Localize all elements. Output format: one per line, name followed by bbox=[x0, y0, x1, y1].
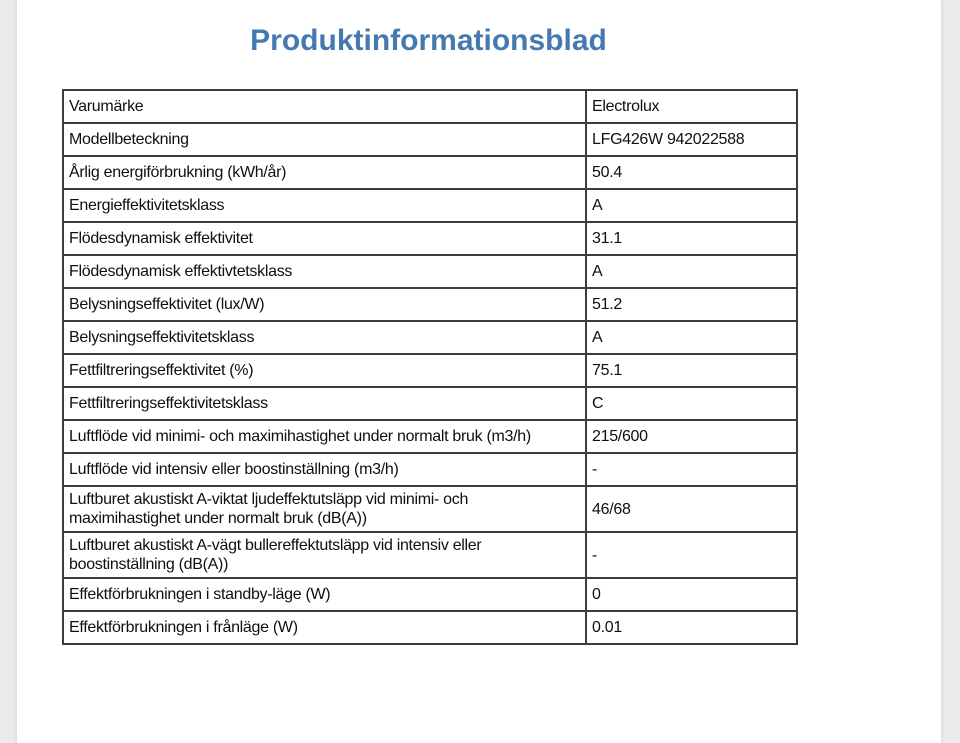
spec-label-cell: Fettfiltreringseffektivitet (%) bbox=[63, 354, 586, 387]
spec-value-cell: 75.1 bbox=[586, 354, 797, 387]
spec-value-cell: C bbox=[586, 387, 797, 420]
spec-value-cell: 51.2 bbox=[586, 288, 797, 321]
spec-label-cell: Modellbeteckning bbox=[63, 123, 586, 156]
page-title: Produktinformationsblad bbox=[250, 24, 607, 57]
spec-label-cell: Flödesdynamisk effektivitet bbox=[63, 222, 586, 255]
document-content bbox=[62, 0, 795, 645]
spec-label-cell: Luftburet akustiskt A-vägt bullereffektutsläpp vid intensiv eller boostinställning (dB(A)) bbox=[63, 532, 586, 578]
spec-label-cell: Belysningseffektivitet (lux/W) bbox=[63, 288, 586, 321]
spec-label-cell: Effektförbrukningen i standby-läge (W) bbox=[63, 578, 586, 611]
table-row bbox=[63, 255, 797, 288]
spec-table-body bbox=[63, 90, 797, 644]
spec-label-cell: Luftflöde vid minimi- och maximihastighet under normalt bruk (m3/h) bbox=[63, 420, 586, 453]
table-row bbox=[63, 578, 797, 611]
spec-value-cell: A bbox=[586, 189, 797, 222]
spec-label-cell: Flödesdynamisk effektivtetsklass bbox=[63, 255, 586, 288]
table-row bbox=[63, 189, 797, 222]
spec-value-cell: Electrolux bbox=[586, 90, 797, 123]
table-row bbox=[63, 90, 797, 123]
spec-label-cell: Effektförbrukningen i frånläge (W) bbox=[63, 611, 586, 644]
table-row bbox=[63, 222, 797, 255]
spec-label-cell: Luftburet akustiskt A-viktat ljudeffektutsläpp vid minimi- och maximihastighet under normalt bruk (dB(A)) bbox=[63, 486, 586, 532]
table-row bbox=[63, 532, 797, 578]
spec-value-cell: - bbox=[586, 453, 797, 486]
table-row bbox=[63, 486, 797, 532]
spec-value-cell: LFG426W 942022588 bbox=[586, 123, 797, 156]
spec-value-cell: 50.4 bbox=[586, 156, 797, 189]
spec-label-cell: Energieffektivitetsklass bbox=[63, 189, 586, 222]
spec-label-cell: Årlig energiförbrukning (kWh/år) bbox=[63, 156, 586, 189]
table-row bbox=[63, 453, 797, 486]
table-row bbox=[63, 420, 797, 453]
spec-value-cell: 0.01 bbox=[586, 611, 797, 644]
document-page bbox=[17, 0, 941, 743]
table-row bbox=[63, 354, 797, 387]
table-row bbox=[63, 288, 797, 321]
table-row bbox=[63, 123, 797, 156]
spec-value-cell: A bbox=[586, 321, 797, 354]
spec-value-cell: A bbox=[586, 255, 797, 288]
table-row bbox=[63, 611, 797, 644]
spec-label-cell: Varumärke bbox=[63, 90, 586, 123]
spec-value-cell: 0 bbox=[586, 578, 797, 611]
spec-value-cell: - bbox=[586, 532, 797, 578]
table-row bbox=[63, 156, 797, 189]
spec-label-cell: Belysningseffektivitetsklass bbox=[63, 321, 586, 354]
spec-label-cell: Fettfiltreringseffektivitetsklass bbox=[63, 387, 586, 420]
spec-value-cell: 31.1 bbox=[586, 222, 797, 255]
product-spec-table bbox=[62, 89, 798, 645]
spec-value-cell: 215/600 bbox=[586, 420, 797, 453]
spec-value-cell: 46/68 bbox=[586, 486, 797, 532]
spec-label-cell: Luftflöde vid intensiv eller boostinställning (m3/h) bbox=[63, 453, 586, 486]
table-row bbox=[63, 387, 797, 420]
table-row bbox=[63, 321, 797, 354]
